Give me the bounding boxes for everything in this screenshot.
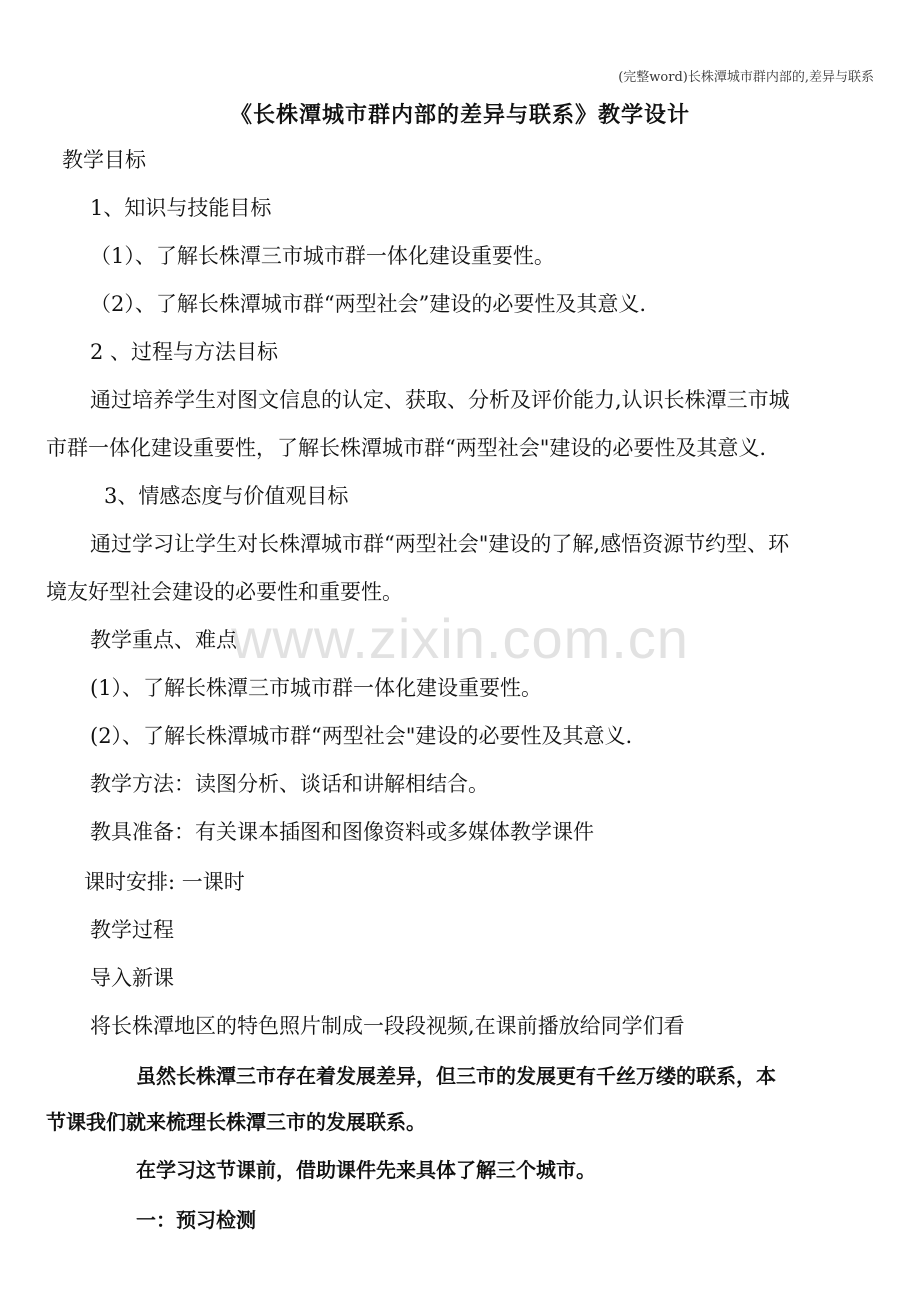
class-schedule: 课时安排: 一课时 bbox=[84, 870, 245, 894]
goal-1-item-1: （1）、了解长株潭三市城市群一体化建设重要性。 bbox=[90, 244, 555, 268]
page-header: (完整word)长株潭城市群内部的,差异与联系 bbox=[618, 70, 874, 85]
teaching-tools: 教具准备：有关课本插图和图像资料或多媒体教学课件 bbox=[90, 820, 594, 844]
watermark: www.zixin.com.cn bbox=[231, 607, 689, 670]
goal-2-paragraph-line-1: 通过培养学生对图文信息的认定、获取、分析及评价能力,认识长株潭三市城 bbox=[90, 388, 790, 412]
goal-3-paragraph-line-1: 通过学习让学生对长株潭城市群“两型社会"建设的了解,感悟资源节约型、环 bbox=[90, 532, 790, 556]
paragraph-2: 在学习这节课前，借助课件先来具体了解三个城市。 bbox=[136, 1158, 596, 1182]
paragraph-1-line-2: 节课我们就来梳理长株潭三市的发展联系。 bbox=[46, 1110, 426, 1134]
goal-2-heading: 2 、过程与方法目标 bbox=[90, 340, 279, 364]
intro-heading: 导入新课 bbox=[90, 966, 174, 990]
key-points-heading: 教学重点、难点 bbox=[90, 628, 237, 652]
teaching-method: 教学方法：读图分析、谈话和讲解相结合。 bbox=[90, 772, 489, 796]
goals-heading: 教学目标 bbox=[62, 148, 146, 172]
teaching-process-heading: 教学过程 bbox=[90, 918, 174, 942]
goal-3-heading: 3、情感态度与价值观目标 bbox=[104, 484, 349, 508]
paragraph-1-line-1: 虽然长株潭三市存在着发展差异，但三市的发展更有千丝万缕的联系，本 bbox=[136, 1064, 776, 1088]
intro-paragraph: 将长株潭地区的特色照片制成一段段视频,在课前播放给同学们看 bbox=[90, 1014, 685, 1038]
key-point-1: (1）、了解长株潭三市城市群一体化建设重要性。 bbox=[90, 676, 543, 700]
goal-1-heading: 1、知识与技能目标 bbox=[90, 196, 272, 220]
document-title: 《长株潭城市群内部的差异与联系》教学设计 bbox=[229, 102, 690, 128]
key-point-2: (2）、了解长株潭城市群“两型社会"建设的必要性及其意义. bbox=[90, 724, 633, 748]
goal-2-paragraph-line-2: 市群一体化建设重要性，了解长株潭城市群“两型社会"建设的必要性及其意义. bbox=[46, 436, 767, 460]
goal-3-paragraph-line-2: 境友好型社会建设的必要性和重要性。 bbox=[46, 580, 403, 604]
goal-1-item-2: （2）、了解长株潭城市群“两型社会”建设的必要性及其意义. bbox=[90, 292, 647, 316]
section-1-heading: 一：预习检测 bbox=[136, 1208, 256, 1232]
